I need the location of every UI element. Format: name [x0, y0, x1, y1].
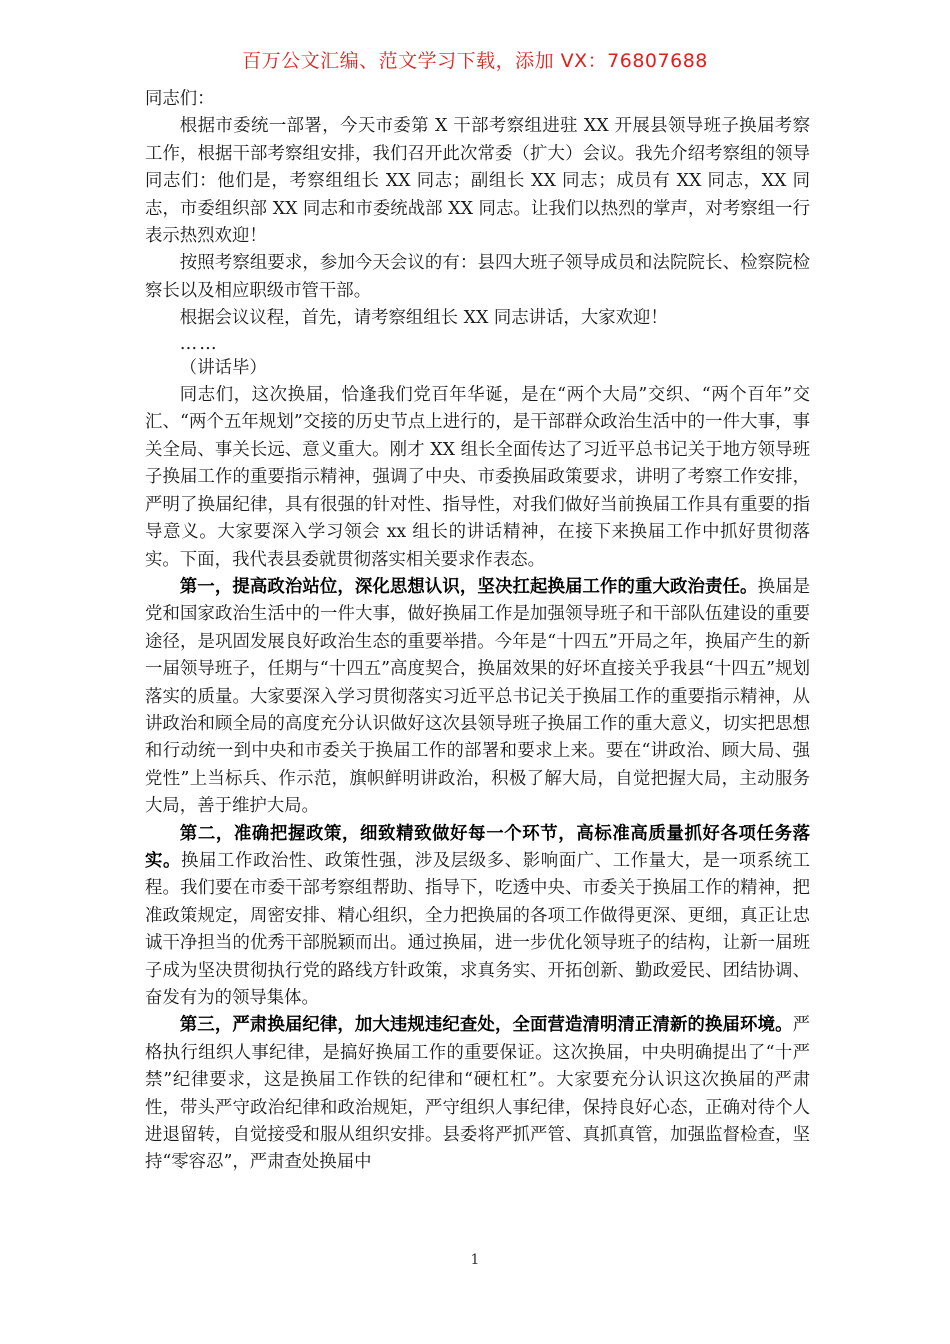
- paragraph-3: 根据会议议程，首先，请考察组组长 XX 同志讲话，大家欢迎！: [179, 308, 668, 329]
- paragraph-4: 同志们，这次换届，恰逢我们党百年华诞，是在“两个大局”交织、“两个百年”交汇、“两个五年规划”交接的历史节点上进行的，是干部群众政治生活中的一件大事，事关全局、事关长远、意义重大。刚才 XX 组长全面传达了习近平总书记关于地方领导班子换届工作的重要指示精神，强调了中央、市委换届政策要求，讲明了考察工作安排，严明了换届纪律，具有很强的针对性、指导性，对我们做好当前换届工作具有重要的指导意义。大家要深入学习领会 xx 组长的讲话精神，在接下来换届工作中抓好贯彻落实。下面，我代表县委就贯彻落实相关要求作表态。: [145, 385, 810, 570]
- greeting: 同志们：: [145, 89, 215, 109]
- section-2-body: 换届工作政治性、政策性强，涉及层级多、影响面广、工作量大，是一项系统工程。我们要在市委干部考察组帮助、指导下，吃透中央、市委关于换届工作的精神，把准政策规定，周密安排、精心组织，全力把换届的各项工作做得更深、更细，真正让忠诚干净担当的优秀干部脱颖而出。通过换届，进一步优化领导班子的结构，让新一届班子成为坚决贯彻执行党的路线方针政策，求真务实、开拓创新、勤政爱民、团结协调、奋发有为的领导集体。: [145, 850, 810, 1008]
- ellipsis: ……: [179, 333, 219, 354]
- header-banner: 百万公文汇编、范文学习下载，添加 VX：76807688: [242, 50, 708, 72]
- speech-end-note: （讲话毕）: [179, 357, 267, 378]
- section-3: [145, 1012, 810, 1176]
- paragraph-2: 按照考察组要求，参加今天会议的有：县四大班子领导成员和法院院长、检察院检察长以及相应职级市管干部。: [145, 253, 810, 301]
- section-1: [145, 574, 810, 821]
- section-2-title: 第二，准确把握政策，细致精致做好每一个环节，高标准高质量抓好各项任务落实。: [145, 823, 810, 871]
- document-body: [145, 86, 810, 1177]
- section-3-title: 第三，严肃换届纪律，加大违规违纪查处，全面营造清明清正清新的换届环境。: [179, 1015, 793, 1036]
- page-number: 1: [470, 1252, 480, 1268]
- section-2: [145, 821, 810, 1013]
- section-3-body: 严格执行组织人事纪律，是搞好换届工作的重要保证。这次换届，中央明确提出了“十严禁”纪律要求，这是换届工作铁的纪律和“硬杠杠”。大家要充分认识这次换届的严肃性，带头严守政治纪律和政治规矩，严守组织人事纪律，保持良好心态，正确对待个人进退留转，自觉接受和服从组织安排。县委将严抓严管、真抓真管，加强监督检查，坚持“零容忍”，严肃查处换届中: [145, 1015, 810, 1173]
- paragraph-1: 根据市委统一部署，今天市委第 X 干部考察组进驻 XX 开展县领导班子换届考察工作，根据干部考察组安排，我们召开此次常委（扩大）会议。我先介绍考察组的领导同志们：他们是，考察组组长 XX 同志；副组长 XX 同志；成员有 XX 同志，XX 同志，市委组织部 XX 同志和市委统战部 XX 同志。让我们以热烈的掌声，对考察组一行表示热烈欢迎！: [145, 116, 810, 247]
- section-1-title: 第一，提高政治站位，深化思想认识，坚决扛起换届工作的重大政治责任。: [179, 576, 758, 597]
- section-1-body: 换届是党和国家政治生活中的一件大事，做好换届工作是加强领导班子和干部队伍建设的重要途径，是巩固发展良好政治生态的重要举措。今年是“十四五”开局之年，换届产生的新一届领导班子，任期与“十四五”高度契合，换届效果的好坏直接关乎我县“十四五”规划落实的质量。大家要深入学习贯彻落实习近平总书记关于换届工作的重要指示精神，从讲政治和顾全局的高度充分认识做好这次县领导班子换届工作的重大意义，切实把思想和行动统一到中央和市委关于换届工作的部署和要求上来。要在“讲政治、顾大局、强党性”上当标兵、作示范，旗帜鲜明讲政治，积极了解大局，自觉把握大局，主动服务大局，善于维护大局。: [145, 576, 810, 817]
